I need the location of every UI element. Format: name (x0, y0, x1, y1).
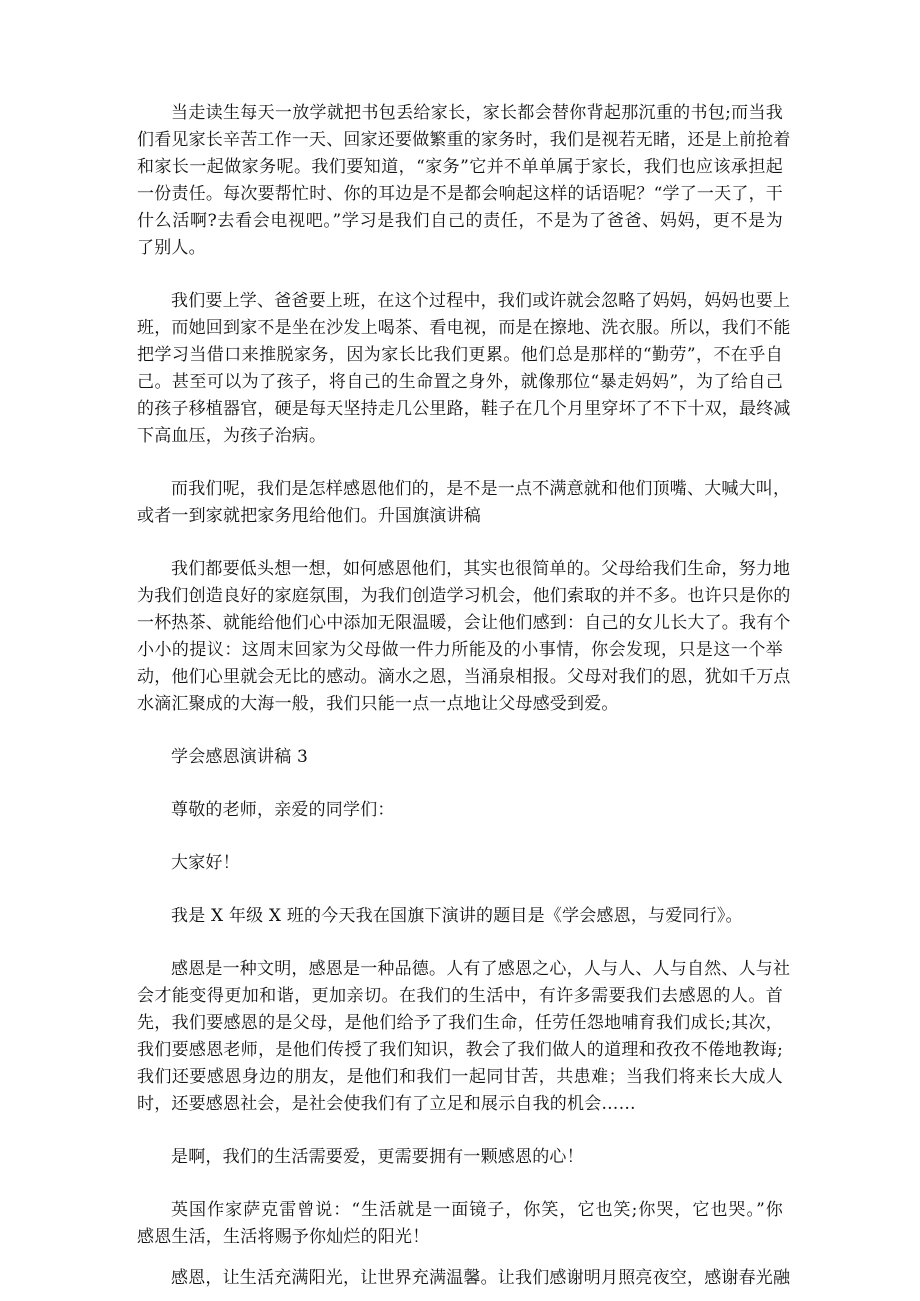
paragraph-line: 把学习当借口来推脱家务，因为家长比我们更累。他们总是那样的“勤劳”，不在乎自 (137, 345, 783, 365)
paragraph-line: 一份责任。每次要帮忙时、你的耳边是不是都会响起这样的话语呢？“学了一天了，干 (137, 184, 783, 204)
paragraph-line: 感恩，让生活充满阳光，让世界充满温馨。让我们感谢明月照亮夜空，感谢春光融 (171, 1268, 791, 1288)
paragraph-line: 感恩生活，生活将赐予你灿烂的阳光！ (137, 1227, 430, 1247)
greeting: 大家好！ (171, 853, 240, 873)
speech-intro: 我是 X 年级 X 班的今天我在国旗下演讲的题目是《学会感恩，与爱同行》。 (171, 906, 743, 926)
paragraph-line: 了别人。 (137, 238, 206, 258)
paragraph-line: 我们要上学、爸爸要上班，在这个过程中，我们或许就会忽略了妈妈，妈妈也要上 (171, 291, 791, 311)
paragraph-line: 动，他们心里就会无比的感动。滴水之恩，当涌泉相报。父母对我们的恩，犹如千万点 (137, 667, 791, 687)
paragraph-line: 们看见家长辛苦工作一天、回家还要做繁重的家务时，我们是视若无睹，还是上前抢着 (137, 130, 791, 150)
paragraph-line: 是啊，我们的生活需要爱，更需要拥有一颗感恩的心！ (171, 1147, 584, 1167)
paragraph-line: 或者一到家就把家务甩给他们。升国旗演讲稿 (137, 506, 481, 526)
paragraph-line: 会才能变得更加和谐，更加亲切。在我们的生活中，有许多需要我们去感恩的人。首 (137, 986, 783, 1006)
paragraph-line: 和家长一起做家务呢。我们要知道，“家务”它并不单单属于家长，我们也应该承担起 (137, 157, 783, 177)
paragraph-line: 我们都要低头想一想，如何感恩他们，其实也很简单的。父母给我们生命，努力地 (171, 559, 791, 579)
paragraph-line: 而我们呢，我们是怎样感恩他们的，是不是一点不满意就和他们顶嘴、大喊大叫， (171, 479, 791, 499)
paragraph-line: 我们还要感恩身边的朋友，是他们和我们一起同甘苦，共患难；当我们将来长大成人 (137, 1067, 783, 1087)
paragraph-line: 小小的提议：这周末回家为父母做一件力所能及的小事情，你会发现，只是这一个举 (137, 640, 783, 660)
paragraph-line: 当走读生每天一放学就把书包丢给家长，家长都会替你背起那沉重的书包;而当我 (171, 103, 783, 123)
paragraph-line: 己。甚至可以为了孩子，将自己的生命置之身外，就像那位“暴走妈妈”，为了给自己 (137, 372, 783, 392)
paragraph-line: 我们要感恩老师，是他们传授了我们知识，教会了我们做人的道理和孜孜不倦地教诲; (137, 1040, 783, 1060)
section-title: 学会感恩演讲稿 3 (171, 747, 309, 767)
paragraph-line: 为我们创造良好的家庭氛围，为我们创造学习机会，他们索取的并不多。也许只是你的 (137, 586, 791, 606)
paragraph-line: 的孩子移植器官，硬是每天坚持走几公里路，鞋子在几个月里穿坏了不下十双，最终减 (137, 399, 791, 419)
paragraph-line: 英国作家萨克雷曾说：“生活就是一面镜子，你笑，它也笑;你哭，它也哭。”你 (171, 1200, 783, 1220)
paragraph-line: 什么活啊?去看会电视吧。”学习是我们自己的责任，不是为了爸爸、妈妈，更不是为 (137, 211, 783, 231)
paragraph-line: 水滴汇聚成的大海一般，我们只能一点一点地让父母感受到爱。 (137, 694, 619, 714)
paragraph-line: 下高血压，为孩子治病。 (137, 426, 327, 446)
paragraph-line: 时，还要感恩社会，是社会使我们有了立足和展示自我的机会…… (137, 1094, 636, 1114)
paragraph-line: 班，而她回到家不是坐在沙发上喝茶、看电视，而是在擦地、洗衣服。所以，我们不能 (137, 318, 791, 338)
salutation: 尊敬的老师，亲爱的同学们： (171, 800, 395, 820)
paragraph-line: 一杯热茶、就能给他们心中添加无限温暖，会让他们感到：自己的女儿长大了。我有个 (137, 613, 791, 633)
paragraph-line: 感恩是一种文明，感恩是一种品德。人有了感恩之心，人与人、人与自然、人与社 (171, 959, 791, 979)
paragraph-line: 先，我们要感恩的是父母，是他们给予了我们生命，任劳任怨地哺育我们成长;其次， (137, 1013, 783, 1033)
